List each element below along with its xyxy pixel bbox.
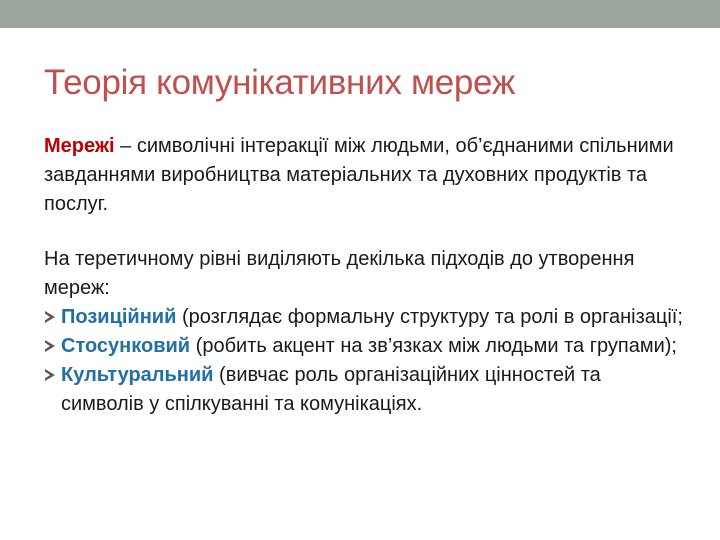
definition-text: – символічні інтеракції між людьми, об’єднаними спільними завданнями виробництва матеріальних та духовних продуктів та послуг. xyxy=(44,135,674,215)
approach-term: Позиційний xyxy=(61,306,177,328)
approach-item-relational xyxy=(44,332,684,361)
definition-paragraph xyxy=(44,132,684,219)
approach-description: (вивчає роль організаційних цінностей та символів у спілкуванні та комунікаціях. xyxy=(61,364,601,415)
approach-term: Стосунковий xyxy=(61,335,191,357)
approach-item-positional xyxy=(44,303,684,332)
intro-paragraph: На теретичному рівні виділяють декілька підходів до утворення мереж: xyxy=(44,248,635,299)
slide-title: Теорія комунікативних мереж xyxy=(44,63,515,102)
approach-description: (робить акцент на зв’язках між людьми та групами); xyxy=(190,335,677,357)
approach-description: (розглядає формальну структуру та ролі в організації; xyxy=(176,306,683,328)
arrow-bullet-icon xyxy=(45,369,55,381)
approach-term: Культуральний xyxy=(61,364,214,386)
approach-item-cultural xyxy=(44,361,684,419)
top-decorative-bar xyxy=(0,0,720,28)
definition-term: Мережі xyxy=(44,135,115,157)
arrow-bullet-icon xyxy=(45,311,55,323)
slide-body xyxy=(44,132,684,419)
arrow-bullet-icon xyxy=(45,340,55,352)
approaches-list xyxy=(44,303,684,419)
